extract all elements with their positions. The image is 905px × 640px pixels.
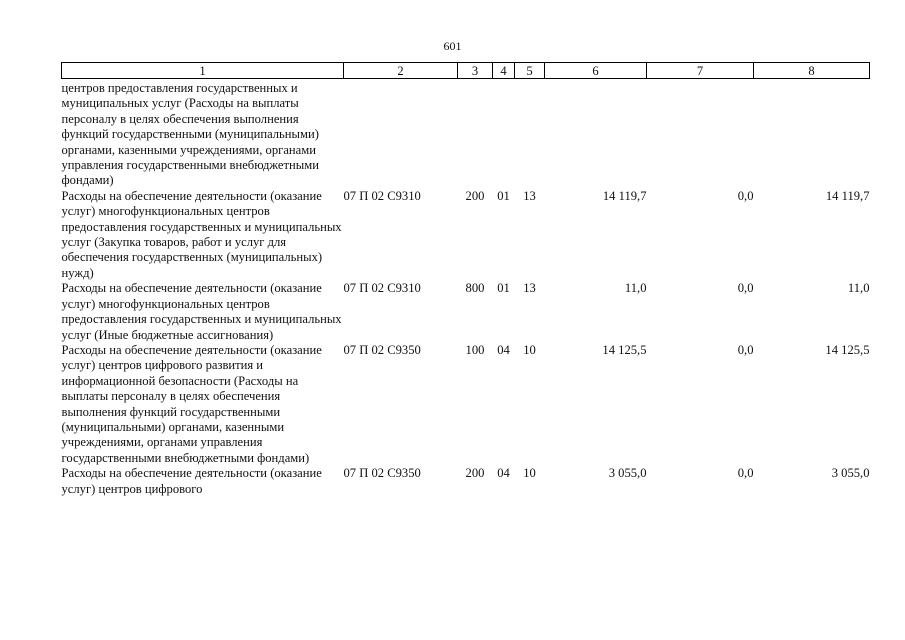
row-change bbox=[647, 79, 754, 189]
row-amount: 14 119,7 bbox=[602, 188, 647, 203]
table-row bbox=[62, 466, 870, 497]
header-col-4: 4 bbox=[493, 63, 515, 79]
row-section: 04 bbox=[497, 342, 510, 357]
table-row bbox=[62, 189, 870, 281]
row-expense-type bbox=[458, 79, 493, 189]
row-total: 3 055,0 bbox=[831, 466, 870, 481]
budget-table bbox=[61, 62, 870, 497]
row-target-code: 07 П 02 С9310 bbox=[343, 188, 421, 203]
row-name: Расходы на обеспечение деятельности (оказание услуг) многофункциональных центров предоставления государственных и муниципальных услуг (Иные бюджетные ассигнования) bbox=[61, 281, 342, 342]
table-row bbox=[62, 343, 870, 466]
row-target-code bbox=[344, 79, 458, 189]
header-col-8: 8 bbox=[754, 63, 870, 79]
row-name: Расходы на обеспечение деятельности (оказание услуг) многофункциональных центров предоставления государственных и муниципальных услуг (Закупка товаров, работ и услуг для обеспечения государственных (муниципальных) нужд) bbox=[61, 188, 342, 280]
header-row bbox=[62, 63, 870, 79]
row-amount: 11,0 bbox=[624, 281, 647, 296]
header-col-3: 3 bbox=[458, 63, 493, 79]
row-name: Расходы на обеспечение деятельности (оказание услуг) центров цифрового развития и информационной безопасности (Расходы на выплаты персоналу в целях обеспечения выполнения функций государственными (муниципальными) органами, казенными учреждениями, органами управления государственными внебюджетными фондами) bbox=[61, 342, 322, 465]
row-section: 01 bbox=[497, 188, 510, 203]
header-col-6: 6 bbox=[545, 63, 647, 79]
row-amount bbox=[545, 79, 647, 189]
table-row bbox=[62, 79, 870, 189]
table-row bbox=[62, 281, 870, 343]
row-change: 0,0 bbox=[737, 188, 754, 203]
row-total bbox=[754, 79, 870, 189]
row-expense-type: 200 bbox=[465, 188, 485, 203]
row-name: центров предоставления государственных и муниципальных услуг (Расходы на выплаты персоналу в целях обеспечения выполнения функций государственными (муниципальными) органами, казенными учреждениями, органами управления государственными внебюджетными фондами) bbox=[61, 81, 319, 188]
row-expense-type: 100 bbox=[465, 342, 485, 357]
header-col-2: 2 bbox=[344, 63, 458, 79]
row-subsection: 10 bbox=[523, 342, 536, 357]
row-expense-type: 200 bbox=[465, 466, 485, 481]
row-name: Расходы на обеспечение деятельности (оказание услуг) центров цифрового bbox=[61, 466, 322, 496]
page-number: 601 bbox=[443, 39, 462, 53]
row-amount: 3 055,0 bbox=[608, 466, 647, 481]
table-header bbox=[62, 63, 870, 79]
row-subsection: 10 bbox=[523, 466, 536, 481]
row-amount: 14 125,5 bbox=[602, 342, 647, 357]
row-section: 04 bbox=[497, 466, 510, 481]
row-section: 01 bbox=[497, 281, 510, 296]
row-expense-type: 800 bbox=[465, 281, 485, 296]
header-col-1: 1 bbox=[62, 63, 344, 79]
row-total: 14 119,7 bbox=[825, 188, 870, 203]
row-total: 14 125,5 bbox=[825, 342, 870, 357]
row-section bbox=[493, 79, 515, 189]
row-subsection: 13 bbox=[523, 281, 536, 296]
row-change: 0,0 bbox=[737, 281, 754, 296]
row-change: 0,0 bbox=[737, 342, 754, 357]
row-total: 11,0 bbox=[847, 281, 870, 296]
row-target-code: 07 П 02 С9350 bbox=[343, 466, 421, 481]
header-col-7: 7 bbox=[647, 63, 754, 79]
table-body bbox=[62, 79, 870, 497]
row-subsection: 13 bbox=[523, 188, 536, 203]
row-target-code: 07 П 02 С9350 bbox=[343, 342, 421, 357]
row-subsection bbox=[515, 79, 545, 189]
row-change: 0,0 bbox=[737, 466, 754, 481]
row-target-code: 07 П 02 С9310 bbox=[343, 281, 421, 296]
header-col-5: 5 bbox=[515, 63, 545, 79]
